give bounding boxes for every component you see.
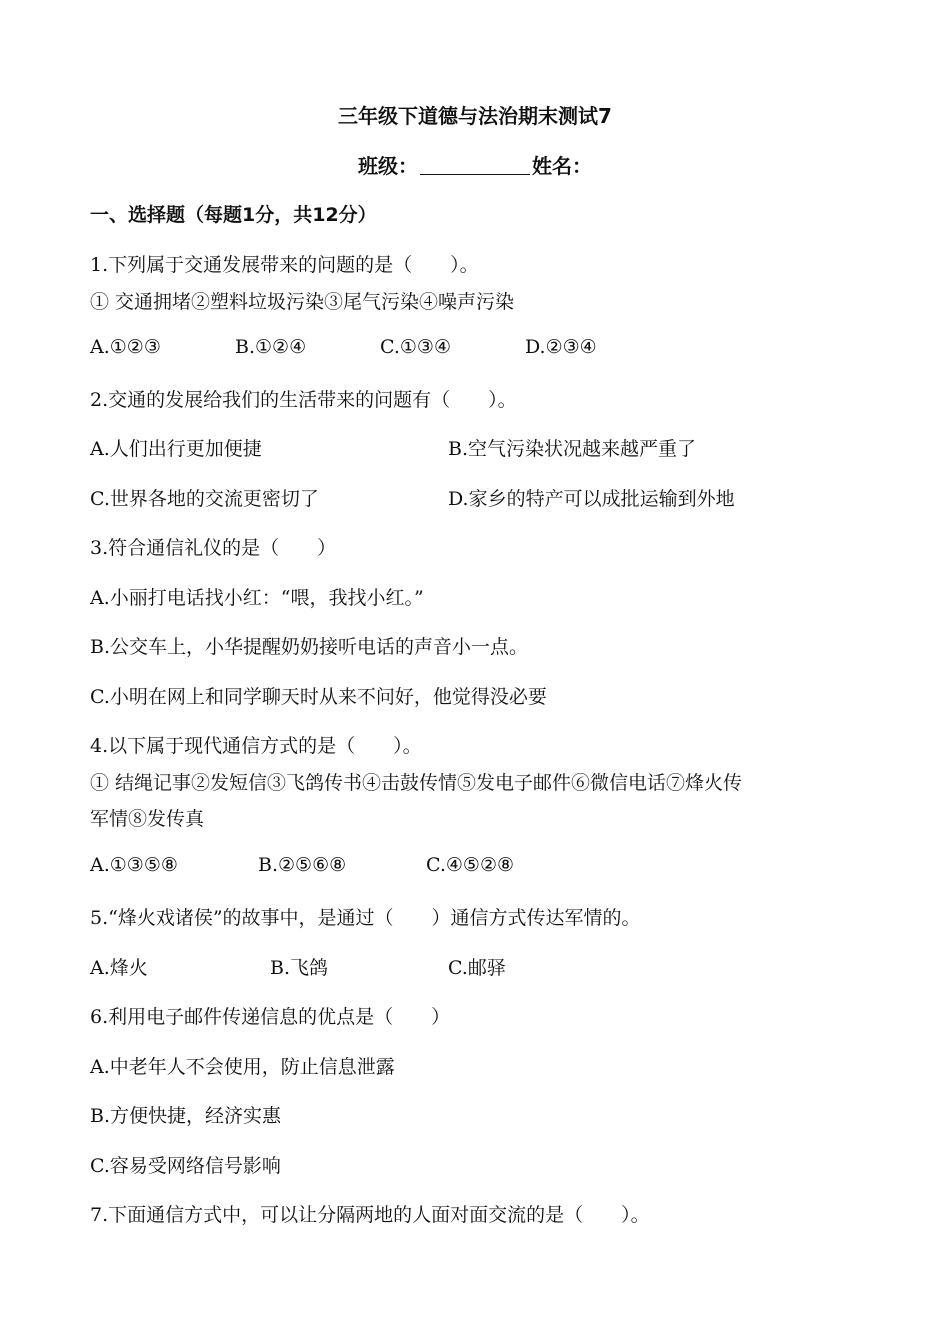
question-6-option-c: C.容易受网络信号影响	[90, 1155, 281, 1177]
question-5-option-b: B.飞鸽	[270, 957, 329, 979]
question-2-option-b: B.空气污染状况越来越严重了	[448, 438, 697, 460]
question-2-option-a: A.人们出行更加便捷	[90, 438, 262, 460]
section-heading: 一、选择题（每题1分，共12分）	[90, 204, 377, 226]
question-1-option-b: B.①②④	[235, 336, 307, 358]
question-6-option-a: A.中老年人不会使用，防止信息泄露	[90, 1056, 395, 1078]
question-2-option-c: C.世界各地的交流更密切了	[90, 488, 319, 510]
class-blank	[420, 154, 530, 175]
question-4-items-line1: ① 结绳记事②发短信③飞鸽传书④击鼓传情⑤发电子邮件⑥微信电话⑦烽火传	[90, 772, 743, 794]
question-1-option-c: C.①③④	[380, 336, 451, 358]
question-4-stem: 4.以下属于现代通信方式的是（ ）。	[90, 735, 422, 757]
question-6-option-b: B.方便快捷，经济实惠	[90, 1105, 282, 1127]
question-4-option-a: A.①③⑤⑧	[90, 854, 178, 876]
question-5-option-a: A.烽火	[90, 957, 148, 979]
question-1-stem: 1.下列属于交通发展带来的问题的是（ ）。	[90, 254, 479, 276]
question-6-stem: 6.利用电子邮件传递信息的优点是（ ）	[90, 1006, 451, 1028]
question-4-items-line2: 军情⑧发传真	[90, 808, 205, 830]
question-4-option-c: C.④⑤②⑧	[426, 854, 515, 876]
question-1-option-d: D.②③④	[525, 336, 597, 358]
class-label: 班级：	[358, 154, 418, 178]
question-5-option-c: C.邮驿	[448, 957, 506, 979]
question-1-items: ① 交通拥堵②塑料垃圾污染③尾气污染④噪声污染	[90, 291, 515, 313]
name-label: 姓名：	[532, 154, 592, 178]
question-3-option-a: A.小丽打电话找小红：“喂，我找小红。”	[90, 587, 424, 609]
question-1-option-a: A.①②③	[90, 336, 161, 358]
question-2-stem: 2.交通的发展给我们的生活带来的问题有（ ）。	[90, 389, 517, 411]
student-info	[0, 150, 950, 179]
question-3-option-b: B.公交车上，小华提醒奶奶接听电话的声音小一点。	[90, 636, 529, 658]
question-3-option-c: C.小明在网上和同学聊天时从来不问好，他觉得没必要	[90, 686, 547, 708]
question-5-stem: 5.“烽火戏诸侯”的故事中，是通过（ ）通信方式传达军情的。	[90, 907, 641, 929]
page-title: 三年级下道德与法治期末测试7	[338, 104, 612, 128]
question-4-option-b: B.②⑤⑥⑧	[258, 854, 347, 876]
question-2-option-d: D.家乡的特产可以成批运输到外地	[448, 488, 735, 510]
question-3-stem: 3.符合通信礼仪的是（ ）	[90, 537, 337, 559]
question-7-stem: 7.下面通信方式中，可以让分隔两地的人面对面交流的是（ ）。	[90, 1204, 650, 1226]
